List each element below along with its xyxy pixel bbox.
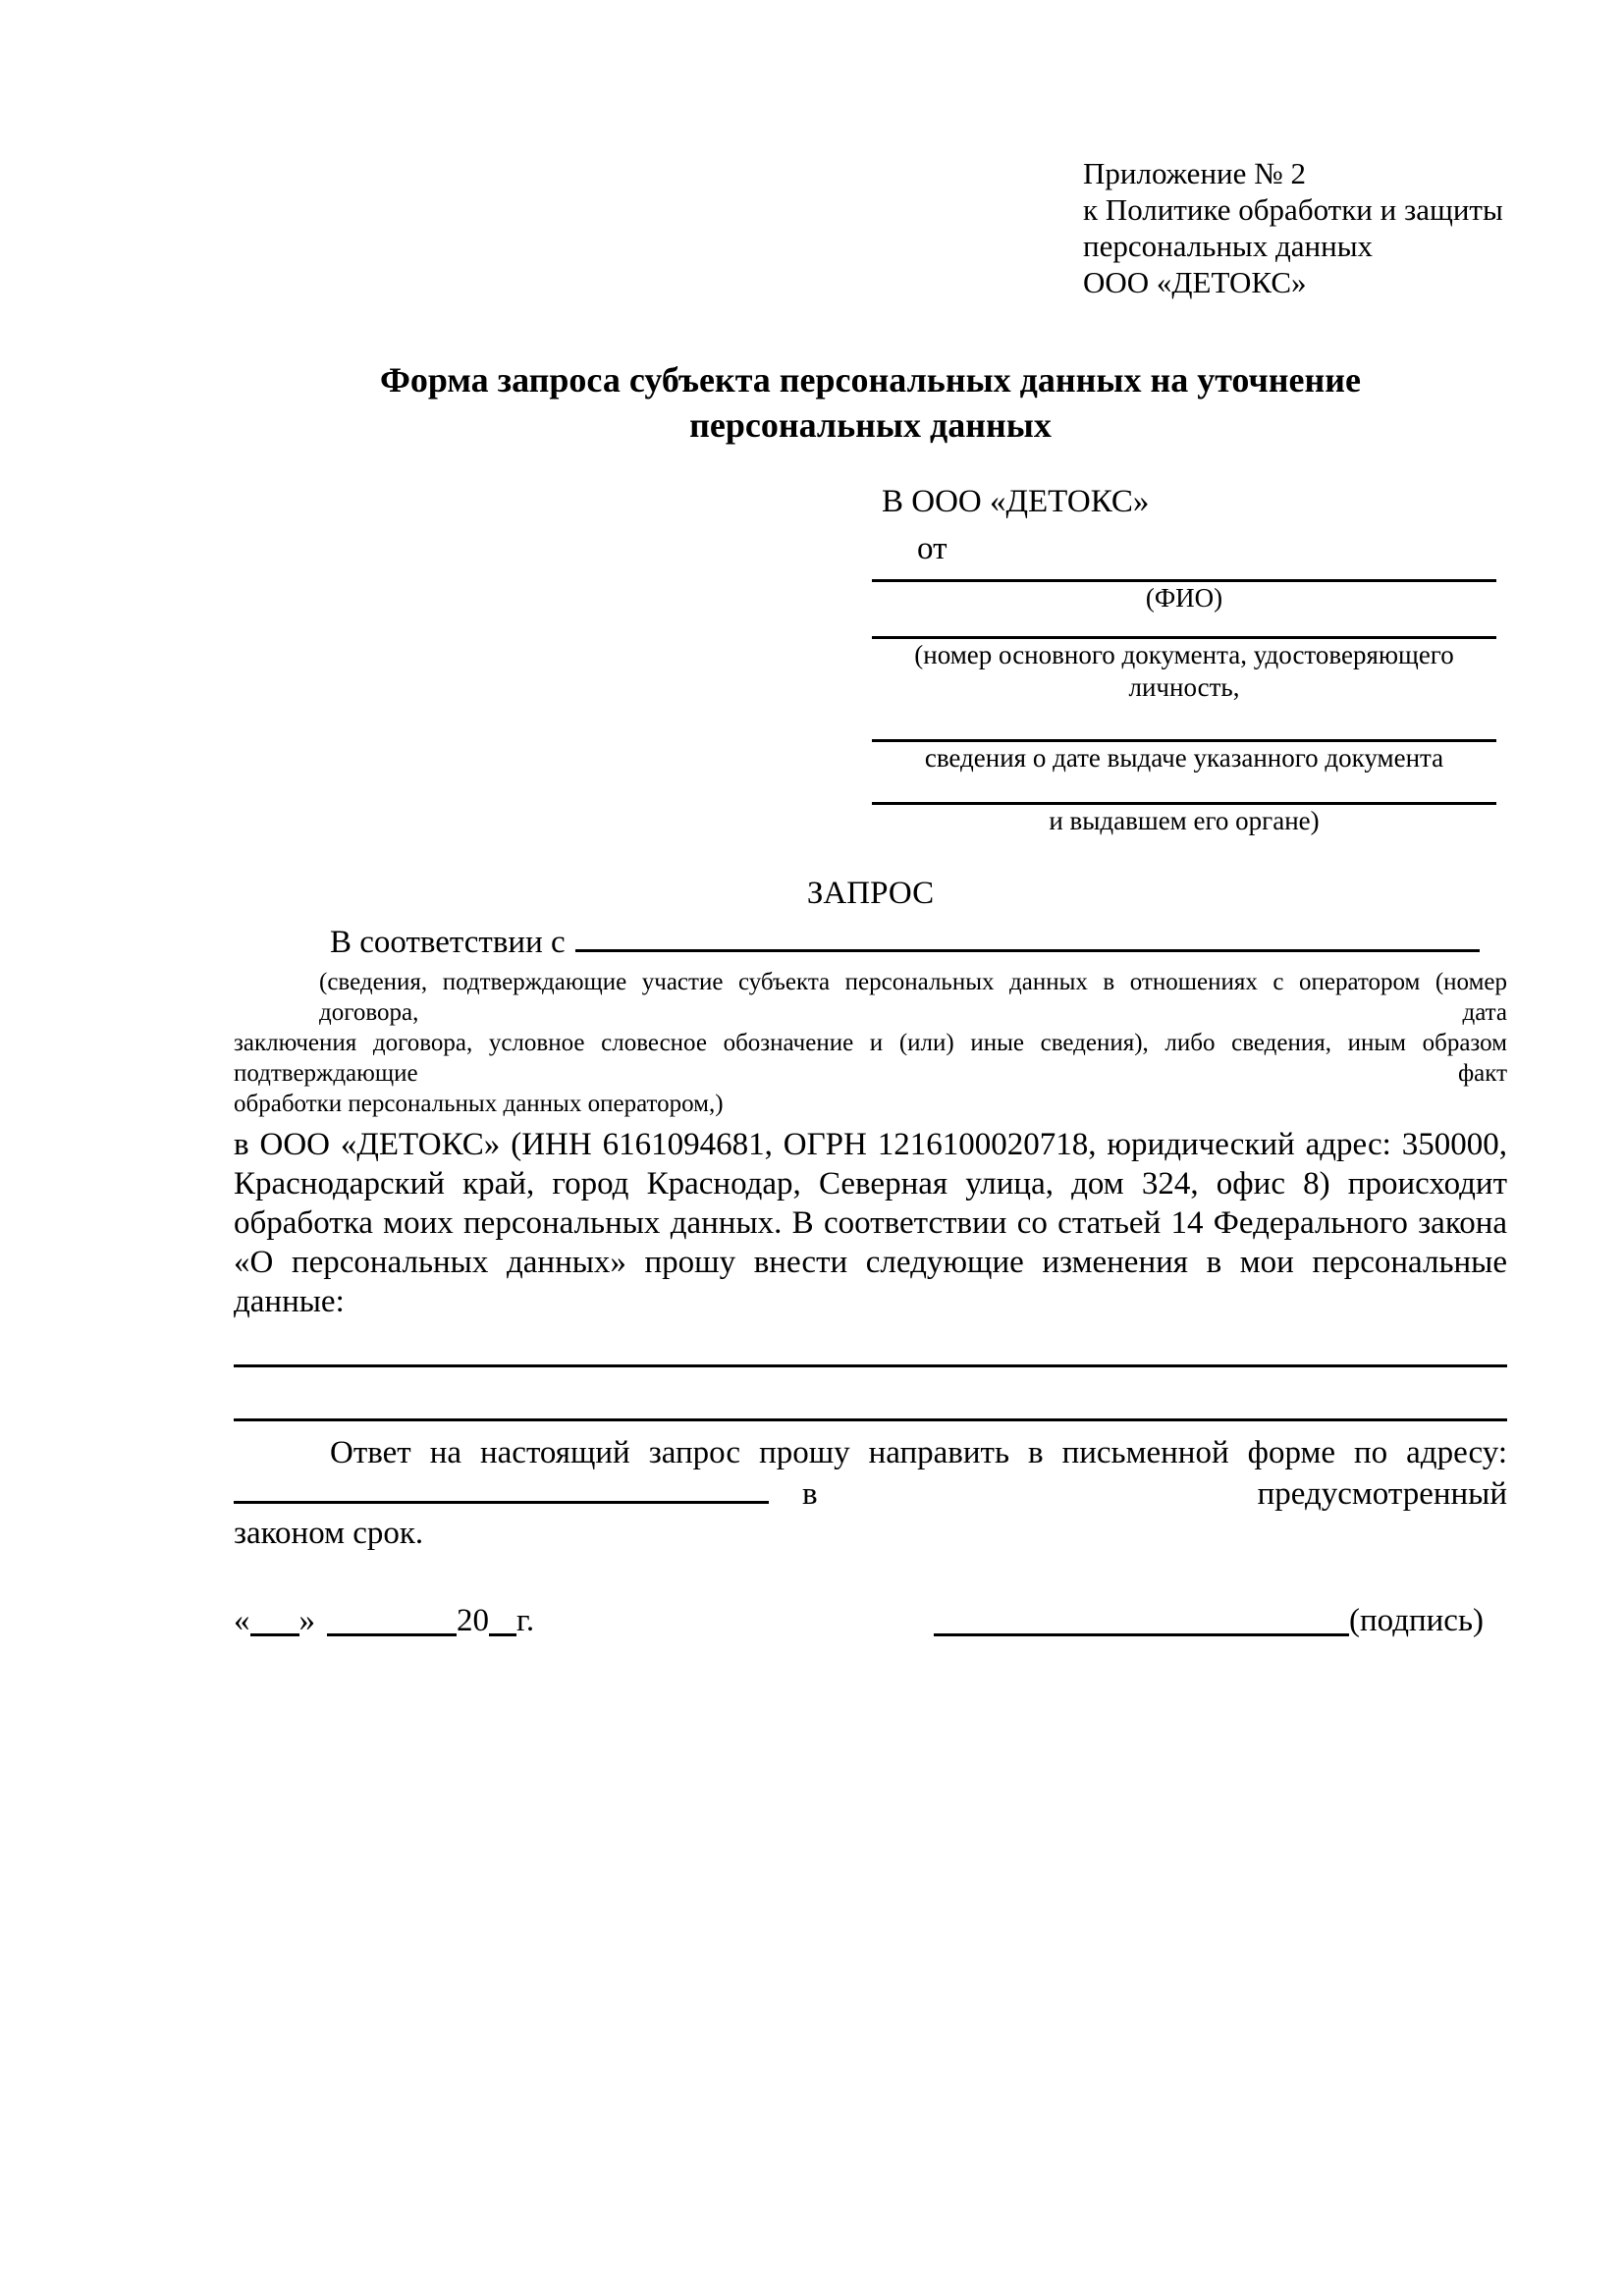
basis-footnote-line-1: (сведения, подтверждающие участие субъекта персональных данных в отношениях с оператором (номер договора, дата [319, 969, 1507, 1026]
date-year-suffix: г. [516, 1603, 535, 1638]
document-issuer-caption: и выдавшем его органе) [1049, 806, 1320, 835]
addressee-organization: В ООО «ДЕТОКС» [882, 484, 1150, 519]
document-issue-date-caption: сведения о дате выдаче указанного документа [924, 743, 1444, 773]
date-line [234, 1600, 534, 1641]
document-title [234, 357, 1507, 448]
appendix-header-line-2: к Политике обработки и защиты [1083, 192, 1503, 227]
date-close-quote: » [298, 1603, 315, 1638]
reply-address-line-3: законом срок. [234, 1516, 424, 1551]
date-day-blank [250, 1624, 299, 1636]
document-number-caption: (номер основного документа, удостоверяющего личность, [914, 640, 1454, 702]
request-body-line-1: в ООО «ДЕТОКС» (ИНН 6161094681, ОГРН 1216100020718, юридический адрес: 350000, [234, 1127, 1507, 1162]
document-issuer-field [872, 802, 1496, 837]
basis-prefix: В соответствии с [330, 925, 566, 960]
date-signature-row [234, 1600, 1507, 1641]
appendix-header-line-3: персональных данных [1083, 229, 1374, 263]
appendix-header-line-1: Приложение № 2 [1083, 156, 1306, 190]
fio-caption: (ФИО) [1145, 583, 1223, 613]
date-year-blank [489, 1624, 516, 1636]
changes-blank-line-2 [234, 1367, 1507, 1421]
appendix-header-line-4: ООО «ДЕТОКС» [1083, 265, 1307, 299]
date-open-quote: « [234, 1603, 250, 1638]
request-body-line-5: данные: [234, 1284, 345, 1319]
basis-line [234, 922, 1507, 963]
appendix-header [1083, 155, 1507, 300]
applicant-fields [872, 579, 1496, 837]
fio-field [872, 579, 1496, 614]
document-issue-date-field [872, 739, 1496, 774]
changes-blank-line-1 [234, 1321, 1507, 1367]
request-body-line-2: Краснодарский край, город Краснодар, Северная улица, дом 324, офис 8) происходит [234, 1166, 1507, 1201]
request-body-line-3: обработка моих персональных данных. В соответствии со статьей 14 Федерального закона [234, 1205, 1507, 1241]
reply-address-line-2 [234, 1474, 1507, 1514]
reply-word-a: в [802, 1476, 818, 1512]
reply-address-line-1: Ответ на настоящий запрос прошу направить в письменной форме по адресу: [330, 1435, 1507, 1470]
signature-line [934, 1600, 1484, 1641]
request-body-line-4: «О персональных данных» прошу внести следующие изменения в мои персональные [234, 1245, 1507, 1280]
signature-blank-line [934, 1624, 1349, 1636]
basis-footnote-line-3: обработки персональных данных оператором,) [234, 1091, 724, 1117]
document-number-field [872, 636, 1496, 704]
signature-caption: (подпись) [1349, 1603, 1484, 1638]
date-month-blank [327, 1624, 457, 1636]
document-title-line-2: персональных данных [689, 405, 1052, 445]
basis-blank-line [575, 939, 1480, 952]
document-title-line-1: Форма запроса субъекта персональных данных на уточнение [380, 360, 1361, 400]
reply-word-b: предусмотренный [1257, 1476, 1507, 1512]
basis-footnote [234, 967, 1507, 1119]
addressee-from-label: от [917, 531, 947, 566]
basis-footnote-line-2: заключения договора, условное словесное обозначение и (или) иные сведения), либо сведения, иным образом подтверждающие факт [234, 1030, 1507, 1087]
document-content [234, 0, 1507, 1641]
request-heading: ЗАПРОС [806, 876, 935, 911]
date-year-prefix: 20 [457, 1603, 489, 1638]
request-body [234, 1125, 1507, 1321]
reply-address-blank-line [234, 1491, 769, 1504]
